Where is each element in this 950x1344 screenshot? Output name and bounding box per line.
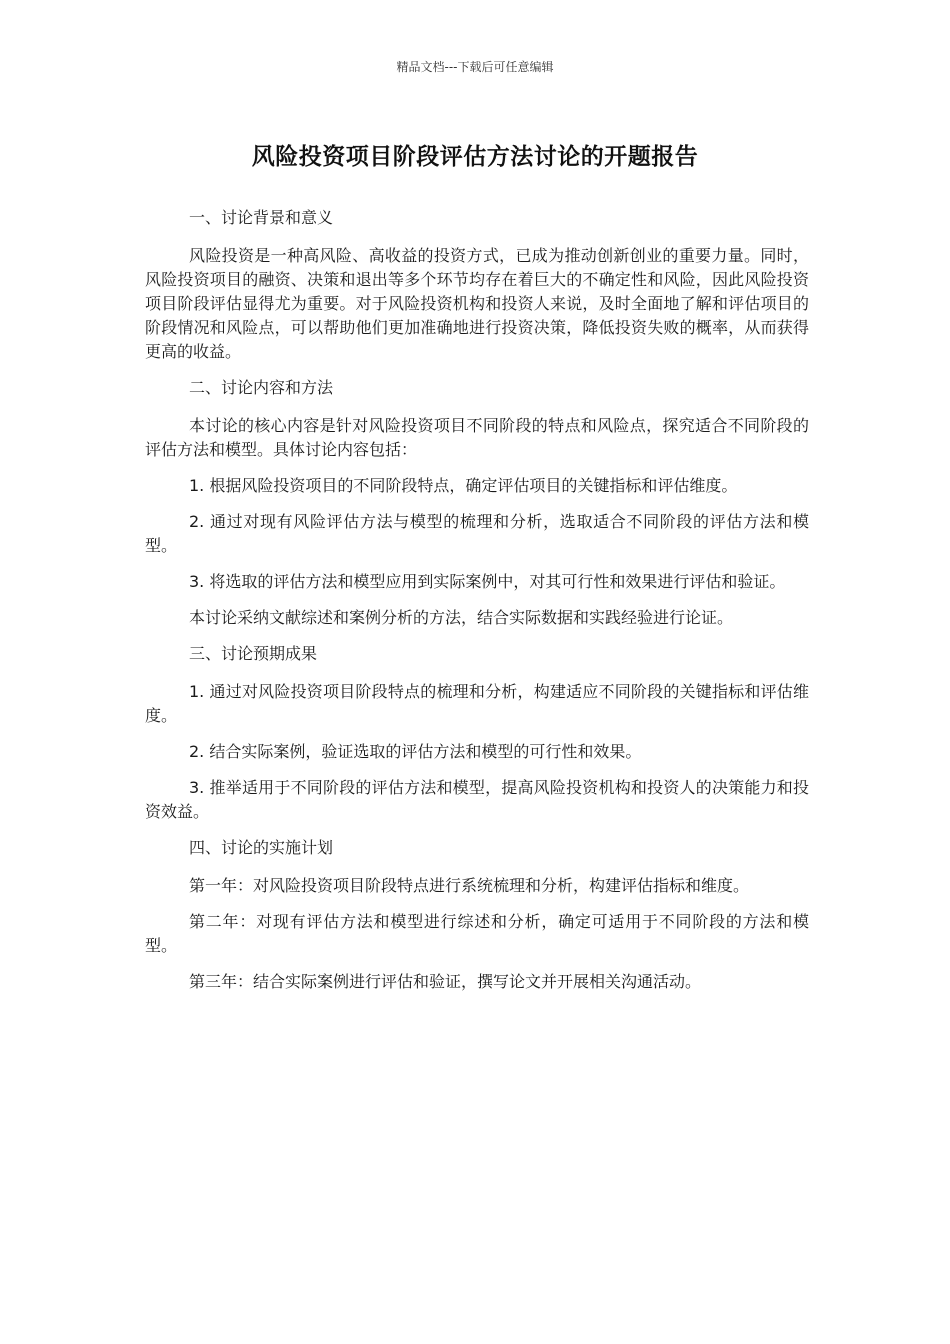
plan-year-3: 第三年：结合实际案例进行评估和验证，撰写论文并开展相关沟通活动。 — [189, 972, 702, 991]
section-heading-plan: 四、讨论的实施计划 — [189, 838, 334, 857]
list-item-content-1: 1. 根据风险投资项目的不同阶段特点，确定评估项目的关键指标和评估维度。 — [189, 476, 738, 495]
header-note: 精品文档---下载后可任意编辑 — [396, 60, 554, 74]
list-item-results-2: 2. 结合实际案例，验证选取的评估方法和模型的可行性和效果。 — [189, 742, 642, 761]
paragraph-method: 本讨论采纳文献综述和案例分析的方法，结合实际数据和实践经验进行论证。 — [189, 608, 734, 627]
paragraph-content-intro: 本讨论的核心内容是针对风险投资项目不同阶段的特点和风险点，探究适合不同阶段的评估方法和模型。具体讨论内容包括： — [145, 416, 809, 459]
document-title: 风险投资项目阶段评估方法讨论的开题报告 — [251, 144, 699, 170]
list-item-results-3: 3. 推举适用于不同阶段的评估方法和模型，提高风险投资机构和投资人的决策能力和投资效益。 — [145, 778, 809, 821]
section-heading-background: 一、讨论背景和意义 — [189, 208, 334, 227]
document-body — [145, 206, 809, 1006]
list-item-content-3: 3. 将选取的评估方法和模型应用到实际案例中，对其可行性和效果进行评估和验证。 — [189, 572, 786, 591]
list-item-results-1: 1. 通过对风险投资项目阶段特点的梳理和分析，构建适应不同阶段的关键指标和评估维度。 — [145, 682, 809, 725]
section-heading-expected-results: 三、讨论预期成果 — [189, 644, 318, 663]
section-heading-content-method: 二、讨论内容和方法 — [189, 378, 334, 397]
plan-year-1: 第一年：对风险投资项目阶段特点进行系统梳理和分析，构建评估指标和维度。 — [189, 876, 750, 895]
plan-year-2: 第二年：对现有评估方法和模型进行综述和分析，确定可适用于不同阶段的方法和模型。 — [145, 912, 809, 955]
list-item-content-2: 2. 通过对现有风险评估方法与模型的梳理和分析，选取适合不同阶段的评估方法和模型。 — [145, 512, 809, 555]
paragraph-background: 风险投资是一种高风险、高收益的投资方式，已成为推动创新创业的重要力量。同时，风险投资项目的融资、决策和退出等多个环节均存在着巨大的不确定性和风险，因此风险投资项目阶段评估显得尤为重要。对于风险投资机构和投资人来说，及时全面地了解和评估项目的阶段情况和风险点，可以帮助他们更加准确地进行投资决策，降低投资失败的概率，从而获得更高的收益。 — [145, 246, 809, 361]
